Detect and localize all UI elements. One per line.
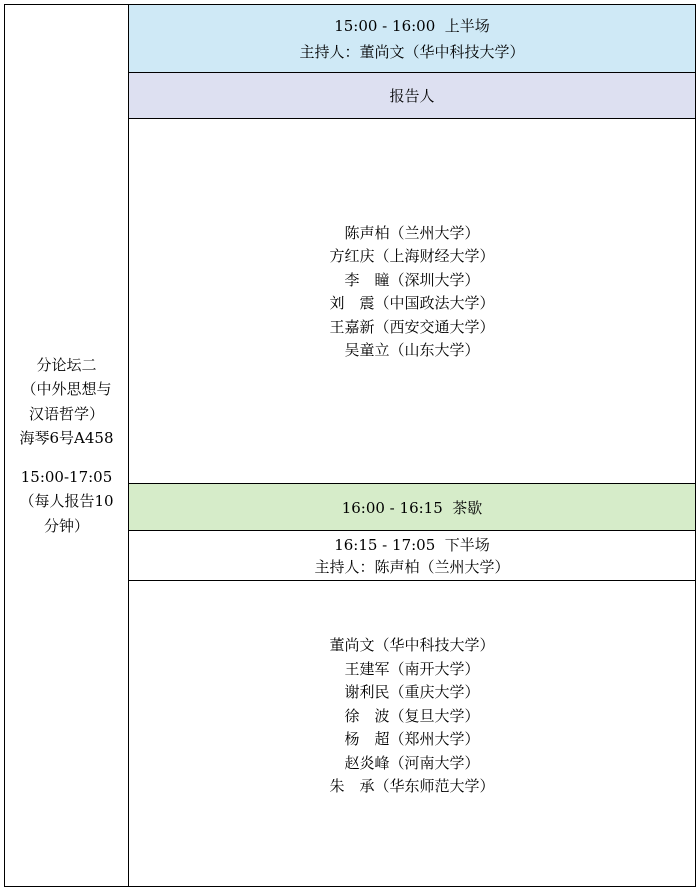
session-room: 海琴6号A458	[19, 429, 114, 448]
session-time: 15:00-17:05	[20, 467, 113, 486]
session-name: 分论坛二	[36, 355, 97, 374]
first-half-time-title: 15:00 - 16:00 上半场	[334, 16, 490, 35]
first-half-speakers	[129, 119, 695, 484]
session-cell	[5, 5, 129, 886]
speaker-entry: 刘 震（中国政法大学）	[329, 294, 495, 312]
speaker-header: 报告人	[389, 87, 435, 105]
tea-break-label: 16:00 - 16:15 茶歇	[341, 498, 483, 517]
speaker-entry: 赵炎峰（河南大学）	[344, 753, 480, 772]
speaker-entry: 杨 超（郑州大学）	[344, 730, 480, 749]
speaker-entry: 谢利民（重庆大学）	[344, 683, 480, 702]
speaker-entry: 陈声柏（兰州大学）	[344, 223, 480, 242]
speaker-header-row	[129, 73, 695, 119]
speaker-entry: 吴童立（山东大学）	[344, 341, 480, 359]
speaker-entry: 王建军（南开大学）	[344, 659, 480, 678]
session-spacer	[9, 451, 125, 465]
speaker-entry: 方红庆（上海财经大学）	[329, 247, 495, 265]
second-half-speakers	[129, 581, 695, 888]
session-note-line-2: 分钟）	[43, 516, 89, 535]
session-theme-line-2: 汉语哲学）	[28, 404, 104, 423]
schedule-table	[4, 4, 696, 887]
second-half-time-title: 16:15 - 17:05 下半场	[334, 535, 490, 554]
second-half-host: 主持人：陈声柏（兰州大学）	[314, 557, 510, 576]
first-half-host: 主持人：董尚文（华中科技大学）	[299, 42, 525, 61]
speaker-entry: 董尚文（华中科技大学）	[329, 636, 495, 655]
first-half-header	[129, 5, 695, 73]
speaker-entry: 朱 承（华东师范大学）	[329, 777, 495, 796]
session-theme-line-1: （中外思想与	[21, 380, 112, 399]
second-half-header	[129, 531, 695, 581]
session-note-line-1: （每人报告10	[19, 492, 114, 511]
speaker-entry: 李 瞳（深圳大学）	[344, 270, 480, 289]
speaker-entry: 徐 波（复旦大学）	[344, 706, 480, 725]
session-info	[9, 353, 125, 539]
tea-break-row	[129, 484, 695, 531]
speaker-entry: 王嘉新（西安交通大学）	[329, 317, 495, 336]
